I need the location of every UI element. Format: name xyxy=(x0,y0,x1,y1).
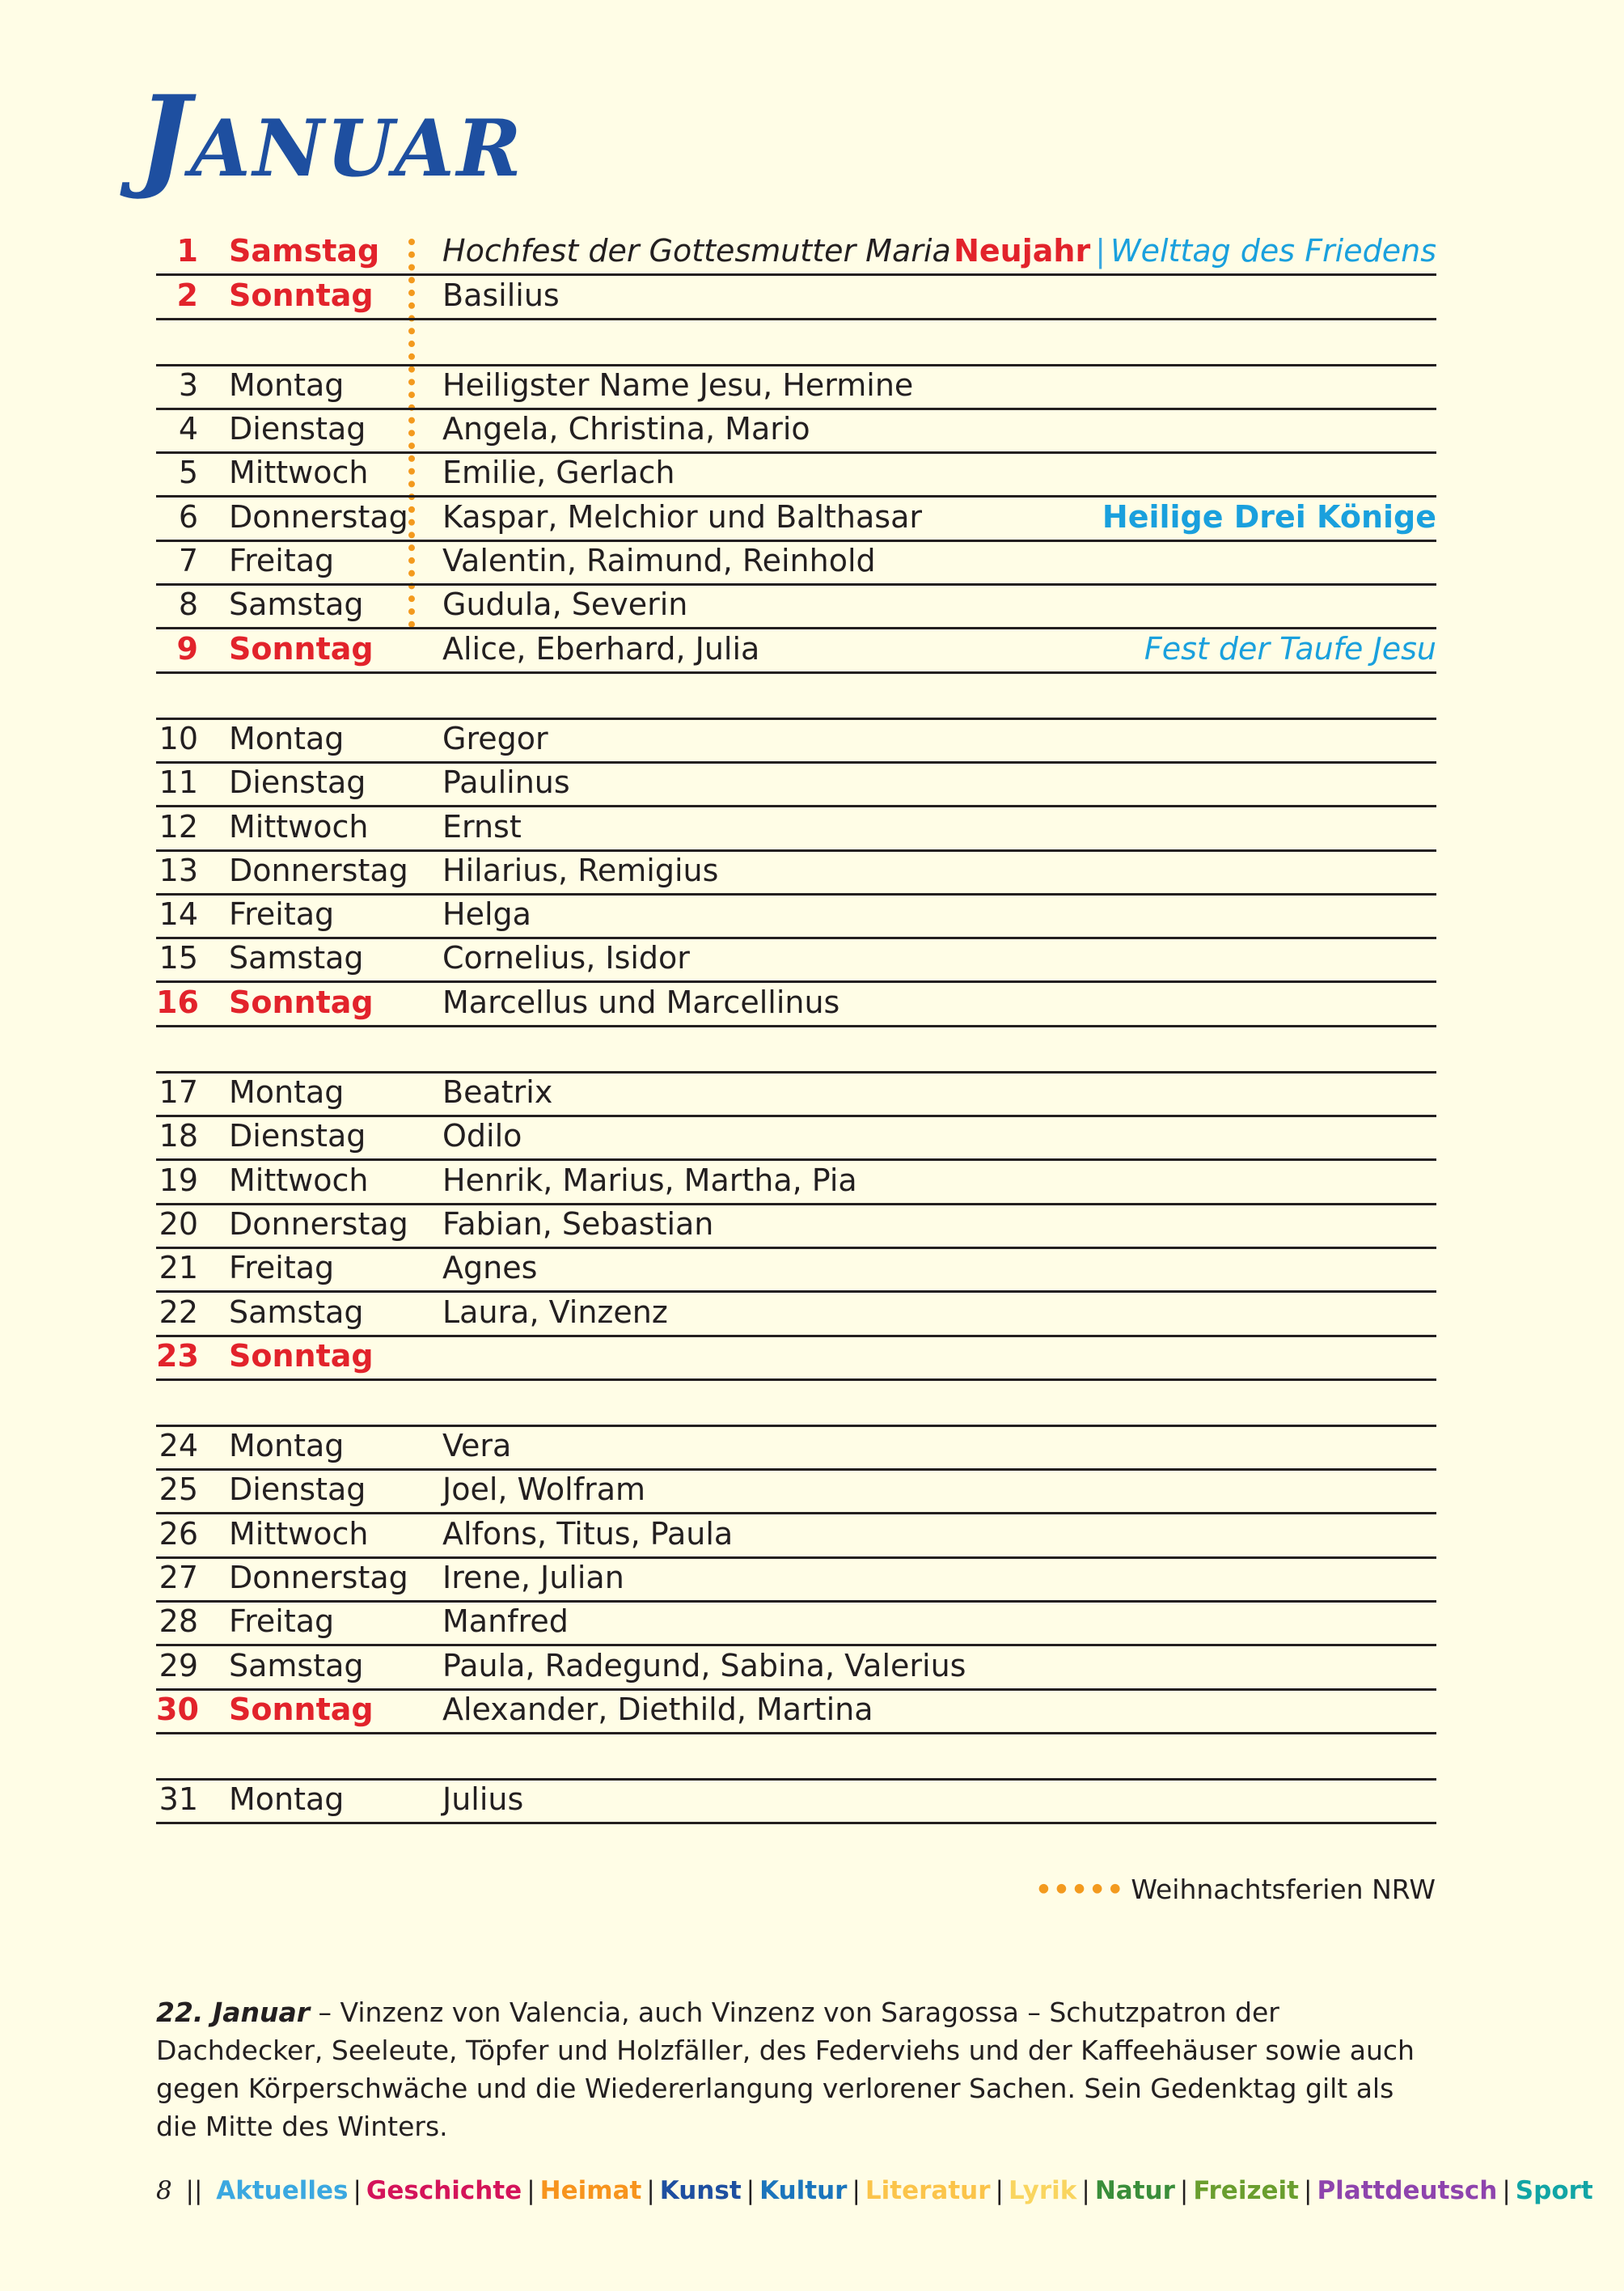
calendar-row-day-19 xyxy=(156,1161,1436,1205)
weekday: Freitag xyxy=(229,1603,335,1640)
footer-separator: | xyxy=(646,2176,655,2205)
weekday: Donnerstag xyxy=(229,498,408,535)
calendar-row-day-28 xyxy=(156,1603,1436,1646)
day-number: 2 xyxy=(176,277,198,313)
day-number: 30 xyxy=(156,1691,199,1727)
week-separator-row xyxy=(156,1381,1436,1427)
weekday: Montag xyxy=(229,1428,345,1464)
footer-categories xyxy=(216,2176,1593,2205)
week-separator-row xyxy=(156,1734,1436,1781)
event-drei-koenige: Heilige Drei Könige xyxy=(1102,498,1436,535)
day-number: 14 xyxy=(159,896,198,933)
calendar-rows xyxy=(156,232,1436,1824)
weekday: Sonntag xyxy=(229,1337,374,1374)
calendar-row-day-18 xyxy=(156,1117,1436,1161)
calendar-row-day-3 xyxy=(156,366,1436,410)
name-day-saints: Vera xyxy=(442,1428,512,1464)
footer-separator: | xyxy=(1303,2176,1313,2205)
name-day-saints: Beatrix xyxy=(442,1074,553,1111)
day-number: 3 xyxy=(178,366,198,403)
week-separator-row xyxy=(156,1027,1436,1074)
day-number: 10 xyxy=(159,720,198,756)
footer-separator: | xyxy=(746,2176,755,2205)
weekday: Montag xyxy=(229,366,345,403)
calendar-row-day-8 xyxy=(156,586,1436,629)
day-number: 28 xyxy=(159,1603,198,1640)
month-title-initial: J xyxy=(137,70,191,202)
name-day-saints: Julius xyxy=(442,1781,524,1818)
footer-separator: | xyxy=(852,2176,861,2205)
weekday: Samstag xyxy=(229,1647,364,1683)
calendar-row-day-10 xyxy=(156,720,1436,764)
footer-category-kunst[interactable]: Kunst xyxy=(659,2176,742,2205)
calendar-row-day-16 xyxy=(156,983,1436,1027)
footnote-text: – Vinzenz von Valencia, auch Vinzenz von Saragossa – Schutzpatron der Dachdecker, Seeleute, Töpfer und Holzfäller, des Federviehs und der Kaffeehäuser sowie auch gegen Körperschwäche und die Wiedererlangung verlorener Sachen. Sein Gedenktag gilt als die Mitte des Winters. xyxy=(156,1997,1415,2142)
name-day-saints: Alice, Eberhard, Julia xyxy=(442,630,760,667)
day-number: 11 xyxy=(159,764,198,801)
day-number: 27 xyxy=(159,1560,198,1596)
legend-dots-icon: ••••• xyxy=(1034,1874,1125,1905)
event-taufe-jesu: Fest der Taufe Jesu xyxy=(1144,630,1436,667)
page-number: 8 xyxy=(156,2176,172,2205)
weekday: Sonntag xyxy=(229,1691,374,1727)
footer-category-freizeit[interactable]: Freizeit xyxy=(1193,2176,1299,2205)
weekday: Sonntag xyxy=(229,984,374,1020)
name-day-saints: Basilius xyxy=(442,277,560,313)
weekday: Freitag xyxy=(229,896,335,933)
weekday: Montag xyxy=(229,1781,345,1818)
footer-separator: || xyxy=(185,2176,203,2205)
footer-separator: | xyxy=(527,2176,535,2205)
calendar-row-day-26 xyxy=(156,1514,1436,1558)
calendar-row-day-30 xyxy=(156,1691,1436,1734)
day-number: 9 xyxy=(176,630,198,667)
calendar-row-day-23 xyxy=(156,1337,1436,1381)
name-day-saints: Irene, Julian xyxy=(442,1560,624,1596)
footer-separator: | xyxy=(353,2176,362,2205)
weekday: Dienstag xyxy=(229,411,366,447)
legend-label: Weihnachtsferien NRW xyxy=(1131,1874,1436,1905)
calendar-row-day-24 xyxy=(156,1427,1436,1471)
calendar-row-day-25 xyxy=(156,1471,1436,1514)
weekday: Samstag xyxy=(229,587,364,623)
calendar-row-day-15 xyxy=(156,939,1436,983)
name-day-saints: Henrik, Marius, Martha, Pia xyxy=(442,1162,857,1198)
name-day-saints: Helga xyxy=(442,896,531,933)
legend xyxy=(1035,1874,1436,1905)
weekday: Freitag xyxy=(229,1250,335,1286)
calendar-row-day-13 xyxy=(156,852,1436,896)
name-day-saints: Agnes xyxy=(442,1250,538,1286)
footnote-date: 22. Januar xyxy=(156,1997,311,2028)
name-day-saints: Marcellus und Marcellinus xyxy=(442,984,840,1020)
holiday-neujahr: Neujahr xyxy=(954,233,1091,269)
footer-separator: | xyxy=(1081,2176,1090,2205)
day-number: 31 xyxy=(159,1781,198,1818)
event-weltfrieden: Welttag des Friedens xyxy=(1110,233,1436,269)
calendar-row-day-9 xyxy=(156,629,1436,673)
week-separator-row xyxy=(156,674,1436,720)
footer-separator: | xyxy=(1502,2176,1511,2205)
calendar-row-day-11 xyxy=(156,764,1436,807)
calendar-row-day-21 xyxy=(156,1249,1436,1293)
name-day-saints: Hochfest der Gottesmutter Maria xyxy=(442,233,951,269)
name-day-saints: Alfons, Titus, Paula xyxy=(442,1515,734,1552)
day-number: 19 xyxy=(159,1162,198,1198)
weekday: Donnerstag xyxy=(229,1560,408,1596)
weekday: Dienstag xyxy=(229,1118,366,1154)
weekday: Samstag xyxy=(229,233,380,269)
week-separator-row xyxy=(156,320,1436,366)
name-day-saints: Ernst xyxy=(442,808,522,845)
footer-category-plattdeutsch[interactable]: Plattdeutsch xyxy=(1317,2176,1498,2205)
calendar-row-day-31 xyxy=(156,1781,1436,1824)
day-number: 16 xyxy=(156,984,199,1020)
name-day-saints: Alexander, Diethild, Martina xyxy=(442,1691,873,1727)
day-number: 12 xyxy=(159,808,198,845)
name-day-saints: Emilie, Gerlach xyxy=(442,455,675,491)
calendar-row-day-29 xyxy=(156,1646,1436,1690)
weekday: Freitag xyxy=(229,543,335,579)
day-number: 15 xyxy=(159,940,198,976)
day-number: 6 xyxy=(178,498,198,535)
name-day-saints: Heiligster Name Jesu, Hermine xyxy=(442,366,914,403)
month-title-rest: ANUAR xyxy=(190,103,524,194)
footer-category-lyrik[interactable]: Lyrik xyxy=(1008,2176,1077,2205)
calendar-row-day-17 xyxy=(156,1074,1436,1117)
weekday: Mittwoch xyxy=(229,1162,369,1198)
day-number: 23 xyxy=(156,1337,199,1374)
name-day-saints: Paula, Radegund, Sabina, Valerius xyxy=(442,1647,966,1683)
name-day-saints: Manfred xyxy=(442,1603,569,1640)
day-number: 25 xyxy=(159,1472,198,1508)
name-day-saints: Angela, Christina, Mario xyxy=(442,411,810,447)
weekday: Dienstag xyxy=(229,764,366,801)
day-number: 1 xyxy=(176,233,198,269)
footer-category-geschichte[interactable]: Geschichte xyxy=(366,2176,522,2205)
name-day-saints: Gudula, Severin xyxy=(442,587,688,623)
calendar-row-day-6 xyxy=(156,498,1436,541)
day-number: 8 xyxy=(178,587,198,623)
calendar-row-day-1 xyxy=(156,232,1436,276)
day-number: 4 xyxy=(178,411,198,447)
footer-category-sport[interactable]: Sport xyxy=(1515,2176,1593,2205)
weekday: Sonntag xyxy=(229,630,374,667)
weekday: Donnerstag xyxy=(229,1205,408,1242)
weekday: Samstag xyxy=(229,940,364,976)
day-number: 20 xyxy=(159,1205,198,1242)
weekday: Sonntag xyxy=(229,277,374,313)
name-day-saints: Fabian, Sebastian xyxy=(442,1205,714,1242)
weekday: Mittwoch xyxy=(229,455,369,491)
footer-nav xyxy=(156,2176,1593,2205)
calendar-row-day-20 xyxy=(156,1205,1436,1249)
calendar-row-day-14 xyxy=(156,896,1436,939)
footer-category-natur[interactable]: Natur xyxy=(1094,2176,1175,2205)
footer-separator: | xyxy=(1179,2176,1189,2205)
name-day-saints: Paulinus xyxy=(442,764,570,801)
weekday: Samstag xyxy=(229,1294,364,1330)
day-number: 7 xyxy=(178,543,198,579)
footer-category-aktuelles[interactable]: Aktuelles xyxy=(216,2176,349,2205)
name-day-saints: Odilo xyxy=(442,1118,522,1154)
name-day-saints: Joel, Wolfram xyxy=(442,1472,646,1508)
calendar-row-day-12 xyxy=(156,807,1436,851)
footer-category-kultur[interactable]: Kultur xyxy=(759,2176,848,2205)
calendar-row-day-4 xyxy=(156,410,1436,454)
day-number: 21 xyxy=(159,1250,198,1286)
name-day-saints: Hilarius, Remigius xyxy=(442,852,719,888)
event-neujahr xyxy=(954,233,1436,269)
day-number: 13 xyxy=(159,852,198,888)
day-number: 18 xyxy=(159,1118,198,1154)
weekday: Montag xyxy=(229,720,345,756)
weekday: Mittwoch xyxy=(229,808,369,845)
day-number: 29 xyxy=(159,1647,198,1683)
name-day-saints: Valentin, Raimund, Reinhold xyxy=(442,543,876,579)
calendar-row-day-2 xyxy=(156,276,1436,320)
day-number: 26 xyxy=(159,1515,198,1552)
weekday: Mittwoch xyxy=(229,1515,369,1552)
day-number: 22 xyxy=(159,1294,198,1330)
footnote xyxy=(156,1993,1436,2145)
weekday: Dienstag xyxy=(229,1472,366,1508)
calendar-table xyxy=(156,232,1436,1824)
name-day-saints: Kaspar, Melchior und Balthasar xyxy=(442,498,922,535)
month-title xyxy=(137,70,524,202)
footer-separator: | xyxy=(995,2176,1004,2205)
weekday: Montag xyxy=(229,1074,345,1111)
footer-category-literatur[interactable]: Literatur xyxy=(865,2176,991,2205)
day-number: 24 xyxy=(159,1428,198,1464)
name-day-saints: Gregor xyxy=(442,720,548,756)
calendar-row-day-5 xyxy=(156,454,1436,498)
calendar-row-day-7 xyxy=(156,542,1436,586)
name-day-saints: Cornelius, Isidor xyxy=(442,940,690,976)
day-number: 5 xyxy=(178,455,198,491)
day-number: 17 xyxy=(159,1074,198,1111)
calendar-row-day-27 xyxy=(156,1559,1436,1603)
weekday: Donnerstag xyxy=(229,852,408,888)
footer-category-heimat[interactable]: Heimat xyxy=(539,2176,642,2205)
name-day-saints: Laura, Vinzenz xyxy=(442,1294,668,1330)
event-separator: | xyxy=(1095,233,1106,269)
calendar-row-day-22 xyxy=(156,1293,1436,1336)
